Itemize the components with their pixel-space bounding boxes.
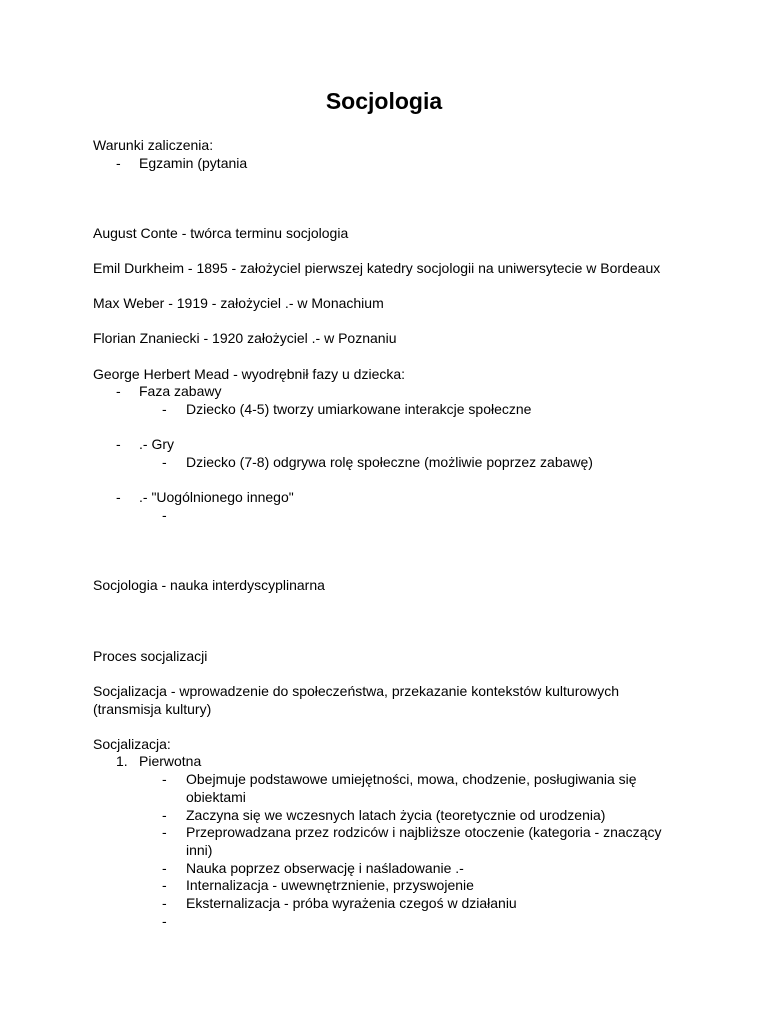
bullet-dash: - [162, 824, 167, 840]
bullet-dash: - [162, 771, 167, 787]
bullet-dash: - [162, 807, 167, 823]
bullet-dash: - [162, 507, 167, 523]
socialization-point: Internalizacja - uwewnętrznienie, przyswojenie [186, 877, 474, 893]
founder-line: Emil Durkheim - 1895 - założyciel pierwszej katedry socjologii na uniwersytecie w Bordeaux [93, 260, 661, 276]
socialization-point: Nauka poprzez obserwację i naśladowanie .- [186, 860, 464, 876]
bullet-dash: - [116, 436, 121, 452]
conditions-heading: Warunki zaliczenia: [93, 137, 214, 153]
bullet-dash: - [162, 401, 167, 417]
socialization-point: Przeprowadzana przez rodziców i najbliższe otoczenie (kategoria - znaczący [186, 824, 662, 840]
bullet-dash: - [116, 383, 121, 399]
conditions-item: Egzamin (pytania [139, 155, 248, 171]
bullet-dash: - [116, 489, 121, 505]
mead-phase: .- "Uogólnionego innego" [139, 489, 294, 505]
mead-heading: George Herbert Mead - wyodrębnił fazy u dziecka: [93, 366, 406, 382]
socialization-type: Pierwotna [139, 753, 202, 769]
document-title: Socjologia [325, 88, 443, 114]
definition-line: Socjalizacja - wprowadzenie do społeczeństwa, przekazanie kontekstów kulturowych [93, 683, 620, 699]
socialization-point: Eksternalizacja - próba wyrażenia czegoś w działaniu [186, 895, 517, 911]
founder-line: Florian Znaniecki - 1920 założyciel .- w Poznaniu [93, 330, 397, 346]
socialization-heading: Socjalizacja: [93, 736, 171, 752]
socialization-point: Zaczyna się we wczesnych latach życia (teoretycznie od urodzenia) [186, 807, 606, 823]
bullet-dash: - [162, 454, 167, 470]
bullet-dash: - [116, 155, 121, 171]
socialization-point-cont: obiektami [186, 789, 246, 805]
list-number: 1. [116, 753, 128, 769]
bullet-dash: - [162, 913, 167, 929]
mead-phase: .- Gry [139, 436, 174, 452]
process-heading: Proces socjalizacji [93, 648, 208, 664]
founder-line: Max Weber - 1919 - założyciel .- w Monachium [93, 295, 384, 311]
definition-line: (transmisja kultury) [93, 701, 212, 717]
mead-phase-detail: Dziecko (4-5) tworzy umiarkowane interakcje społeczne [186, 401, 532, 417]
interdisciplinary-line: Socjologia - nauka interdyscyplinarna [93, 577, 325, 593]
bullet-dash: - [162, 895, 167, 911]
founder-line: August Conte - twórca terminu socjologia [93, 225, 349, 241]
mead-phase: Faza zabawy [139, 383, 222, 399]
bullet-dash: - [162, 860, 167, 876]
bullet-dash: - [162, 877, 167, 893]
socialization-point: Obejmuje podstawowe umiejętności, mowa, chodzenie, posługiwania się [186, 771, 637, 787]
mead-phase-detail: Dziecko (7-8) odgrywa rolę społeczne (możliwie poprzez zabawę) [186, 454, 593, 470]
socialization-point-cont: inni) [186, 842, 213, 858]
